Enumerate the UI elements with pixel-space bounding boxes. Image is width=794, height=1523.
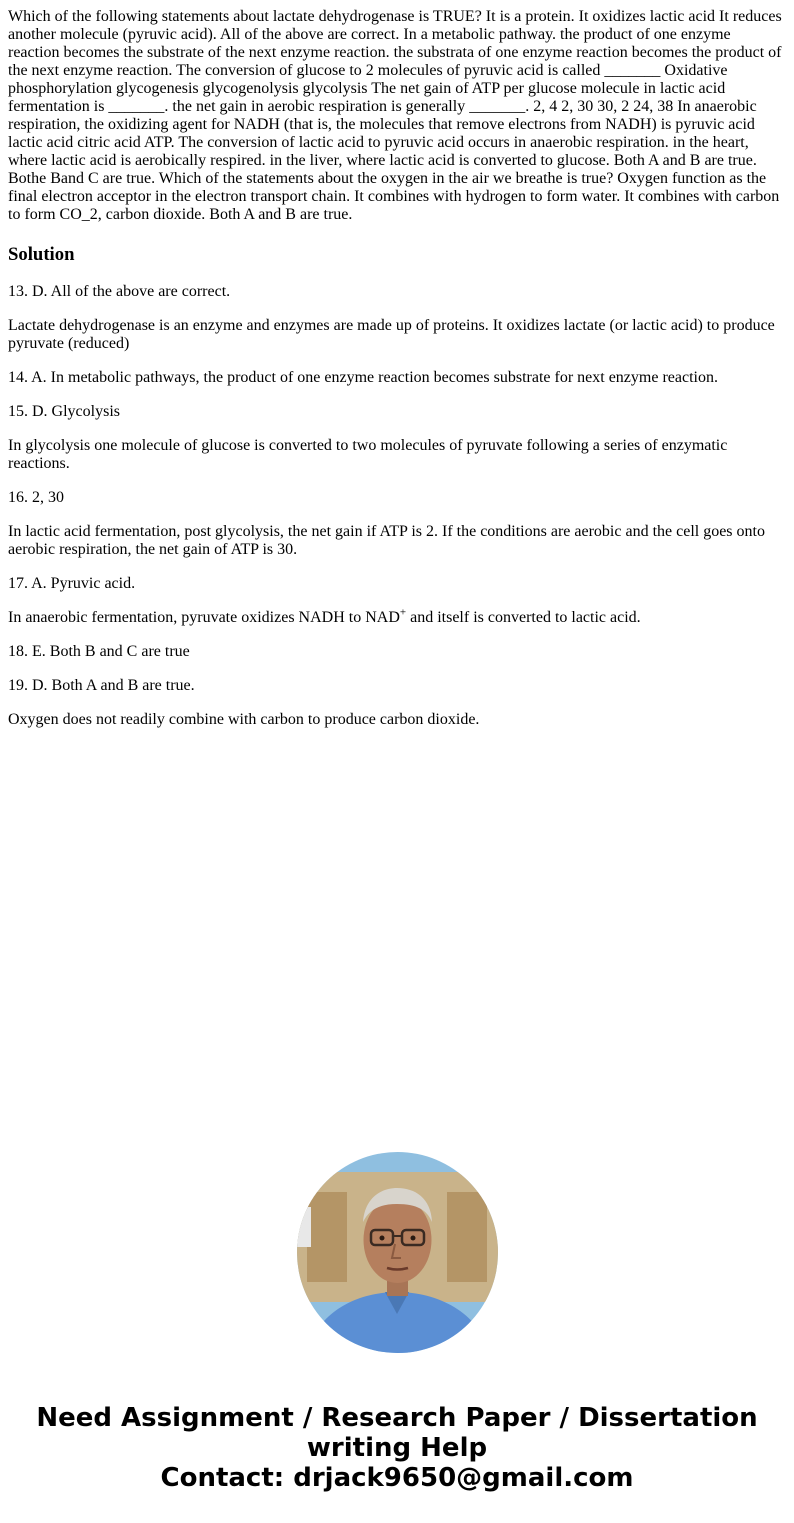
promo-line-1: Need Assignment / Research Paper / Dissertation: [36, 1403, 758, 1433]
answer-13: 13. D. All of the above are correct.: [8, 283, 231, 300]
promo-section: [0, 1152, 794, 1493]
answer-19: 19. D. Both A and B are true.: [8, 677, 195, 694]
explanation-15: In glycolysis one molecule of glucose is converted to two molecules of pyruvate following a series of enzymatic reactions.: [8, 437, 728, 472]
answer-14: 14. A. In metabolic pathways, the product of one enzyme reaction becomes substrate for next enzyme reaction.: [8, 369, 718, 386]
explanation-16: In lactic acid fermentation, post glycolysis, the net gain if ATP is 2. If the conditions are aerobic and the cell goes onto aerobic respiration, the net gain of ATP is 30.: [8, 523, 765, 558]
promo-line-2: writing Help: [306, 1433, 488, 1463]
explanation-17-rest: and itself is converted to lactic acid.: [406, 609, 641, 626]
question-text: Which of the following statements about lactate dehydrogenase is TRUE? It is a protein. It oxidizes lactic acid It reduces another molecule (pyruvic acid). All of the above are correct. In a metabolic pathway. the product of one enzyme reaction becomes the substrate of the next enzyme reaction. the substrata of one enzyme reaction becomes the product of the next enzyme reaction. The conversion of glucose to 2 molecules of pyruvic acid is called _______ Oxidative phosphorylation glycogenesis glycogenolysis glycolysis The net gain of ATP per glucose molecule in lactic acid fermentation is _______. the net gain in aerobic respiration is generally _______. 2, 4 2, 30 30, 2 24, 38 In anaerobic respiration, the oxidizing agent for NADH (that is, the molecules that remove electrons from NADH) is pyruvic acid lactic acid citric acid ATP. The conversion of lactic acid to pyruvic acid occurs in anaerobic respiration. in the heart, where lactic acid is aerobically respired. in the liver, where lactic acid is converted to glucose. Both A and B are true. Bothe Band C are true. Which of the statements about the oxygen in the air we breathe is true? Oxygen function as the final electron acceptor in the electron transport chain. It combines with hydrogen to form water. It combines with carbon to form CO_2, carbon dioxide. Both A and B are true.: [8, 8, 782, 223]
document-body: [0, 0, 794, 729]
explanation-13: Lactate dehydrogenase is an enzyme and enzymes are made up of proteins. It oxidizes lactate (or lactic acid) to produce pyruvate (reduced): [8, 317, 775, 352]
answer-15: 15. D. Glycolysis: [8, 403, 120, 420]
answer-16: 16. 2, 30: [8, 489, 64, 506]
promo-text: [0, 1403, 794, 1493]
explanation-19: Oxygen does not readily combine with carbon to produce carbon dioxide.: [8, 711, 480, 728]
explanation-17-text: In anaerobic fermentation, pyruvate oxidizes NADH to NAD: [8, 609, 400, 626]
answer-17: 17. A. Pyruvic acid.: [8, 575, 136, 592]
solution-heading: Solution: [8, 244, 75, 265]
promo-contact: Contact: drjack9650@gmail.com: [160, 1463, 634, 1493]
nad-plus-superscript: +: [399, 606, 407, 619]
avatar: [297, 1152, 498, 1353]
answer-18: 18. E. Both B and C are true: [8, 643, 190, 660]
explanation-17: [8, 606, 786, 627]
